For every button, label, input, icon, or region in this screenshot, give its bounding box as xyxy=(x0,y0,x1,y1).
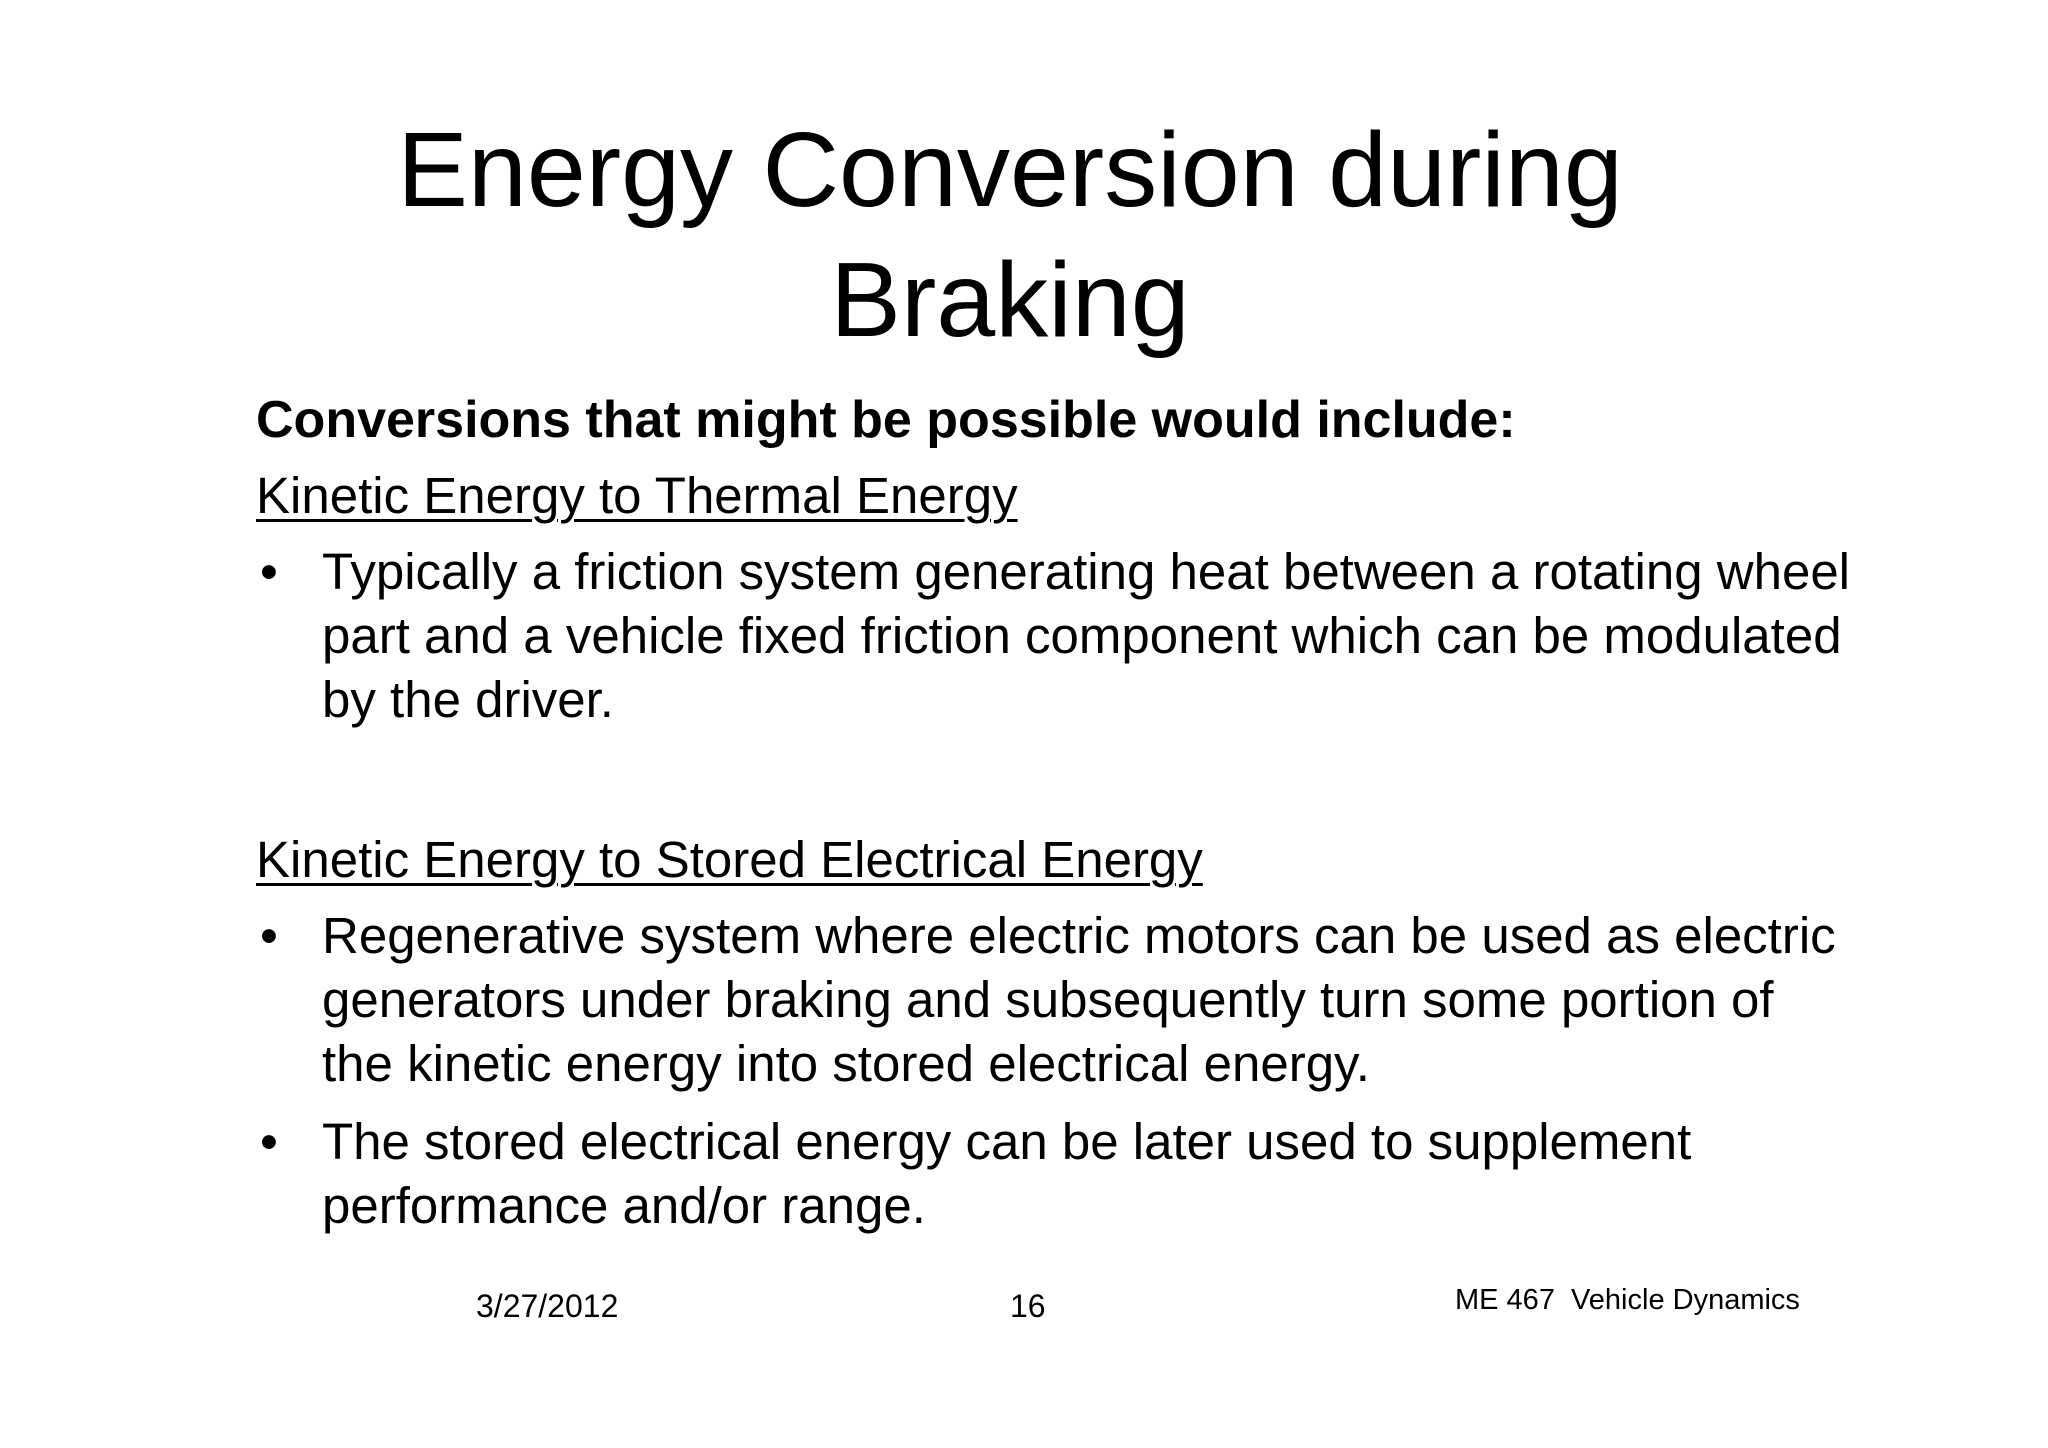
slide-title-line-1: Energy Conversion during xyxy=(397,111,1623,229)
bullet-icon: • xyxy=(260,543,278,600)
bullet-icon: • xyxy=(260,1113,278,1170)
footer-page-number: 16 xyxy=(1010,1288,1046,1324)
section-heading-electrical: Kinetic Energy to Stored Electrical Energy xyxy=(256,831,1203,888)
bullet-list-electrical xyxy=(256,904,1856,1238)
bullet-text: Regenerative system where electric motors can be used as electric generators under braking and subsequently turn some portion of the kinetic energy into stored electrical energy. xyxy=(322,907,1836,1092)
bullet-icon: • xyxy=(260,907,278,964)
slide-title xyxy=(240,105,1780,365)
footer-date: 3/27/2012 xyxy=(476,1288,619,1324)
bullet-list-thermal xyxy=(256,540,1856,732)
bullet-item xyxy=(256,904,1856,1096)
bullet-text: The stored electrical energy can be later used to supplement performance and/or range. xyxy=(322,1113,1692,1234)
slide-content xyxy=(256,388,1856,1252)
bullet-item xyxy=(256,540,1856,732)
bullet-text: Typically a friction system generating heat between a rotating wheel part and a vehicle fixed friction component which can be modulated by the driver. xyxy=(322,543,1851,728)
footer-course-name: ME 467 Vehicle Dynamics xyxy=(1455,1284,1800,1316)
slide-title-line-2: Braking xyxy=(830,241,1190,359)
bullet-item xyxy=(256,1110,1856,1238)
section-heading-thermal: Kinetic Energy to Thermal Energy xyxy=(256,467,1018,524)
intro-text: Conversions that might be possible would include: xyxy=(256,391,1516,449)
